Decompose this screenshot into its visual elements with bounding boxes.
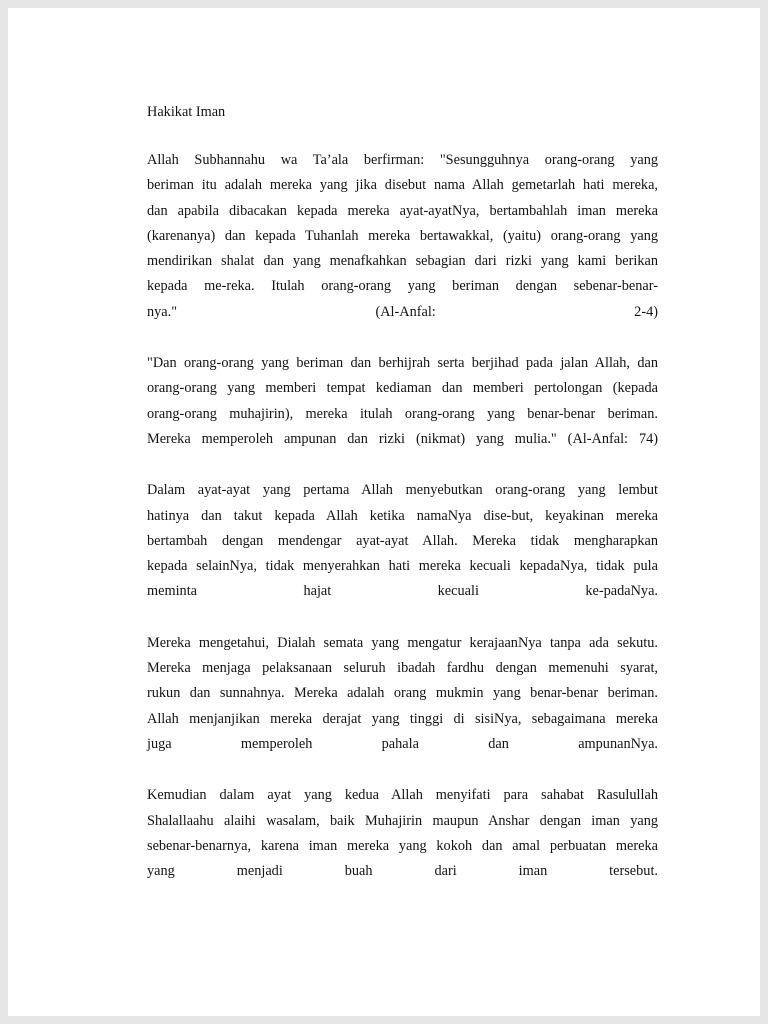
text-line: kepada me-reka. Itulah orang-orang yang beriman dengan sebenar-benar- [147,278,658,295]
paragraph-4 [147,631,658,757]
document-page [147,101,658,910]
text-line: Mereka mengetahui, Dialah semata yang mengatur kerajaanNya tanpa ada sekutu. [147,634,658,651]
text-line: Mereka menjaga pelaksanaan seluruh ibadah fardhu dengan memenuhi syarat, [147,660,658,677]
text-line: Allah Subhannahu wa Ta’ala berfirman: "Sesungguhnya orang-orang yang [147,152,658,168]
text-line: Allah menjanjikan mereka derajat yang tinggi di sisiNya, sebagaimana mereka [147,710,658,727]
paragraph-3 [147,478,658,604]
text-line: yang menjadi buah dari iman tersebut. [147,863,658,880]
paragraph-1 [147,148,658,325]
text-line: orang-orang yang memberi tempat kediaman dan memberi pertolongan (kepada [147,380,658,397]
text-line: Mereka memperoleh ampunan dan rizki (nikmat) yang mulia." (Al-Anfal: 74) [147,430,658,447]
text-line: hatinya dan takut kepada Allah ketika namaNya dise-but, keyakinan mereka [147,507,658,524]
text-line: dan apabila dibacakan kepada mereka ayat-ayatNya, bertambahlah iman mereka [147,202,658,219]
text-line: "Dan orang-orang yang beriman dan berhijrah serta berjihad pada jalan Allah, dan [147,355,658,372]
text-line: kepada selainNya, tidak menyerahkan hati mereka kecuali kepadaNya, tidak pula [147,558,658,575]
text-line: meminta hajat kecuali ke-padaNya. [147,583,658,600]
text-line: sebenar-benarnya, karena iman mereka yang kokoh dan amal perbuatan mereka [147,837,658,854]
text-line: nya." (Al-Anfal: 2-4) [147,303,658,320]
text-line: orang-orang muhajirin), mereka itulah orang-orang yang benar-benar beriman. [147,405,658,422]
document-title: Hakikat Iman [147,104,226,120]
paragraph-5 [147,783,658,884]
text-line: Kemudian dalam ayat yang kedua Allah menyifati para sahabat Rasulullah [147,787,658,804]
text-line: Shalallaahu alaihi wasalam, baik Muhajirin maupun Anshar dengan iman yang [147,812,658,829]
text-line: Dalam ayat-ayat yang pertama Allah menyebutkan orang-orang yang lembut [147,482,658,499]
paragraph-2 [147,351,658,452]
text-line: bertambah dengan mendengar ayat-ayat Allah. Mereka tidak mengharapkan [147,532,658,549]
text-line: beriman itu adalah mereka yang jika disebut nama Allah gemetarlah hati mereka, [147,177,658,194]
text-line: juga memperoleh pahala dan ampunanNya. [147,735,658,752]
text-line: (karenanya) dan kepada Tuhanlah mereka bertawakkal, (yaitu) orang-orang yang [147,227,658,244]
text-line: mendirikan shalat dan yang menafkahkan sebagian dari rizki yang kami berikan [147,253,658,270]
text-line: rukun dan sunnahnya. Mereka adalah orang mukmin yang benar-benar beriman. [147,685,658,702]
